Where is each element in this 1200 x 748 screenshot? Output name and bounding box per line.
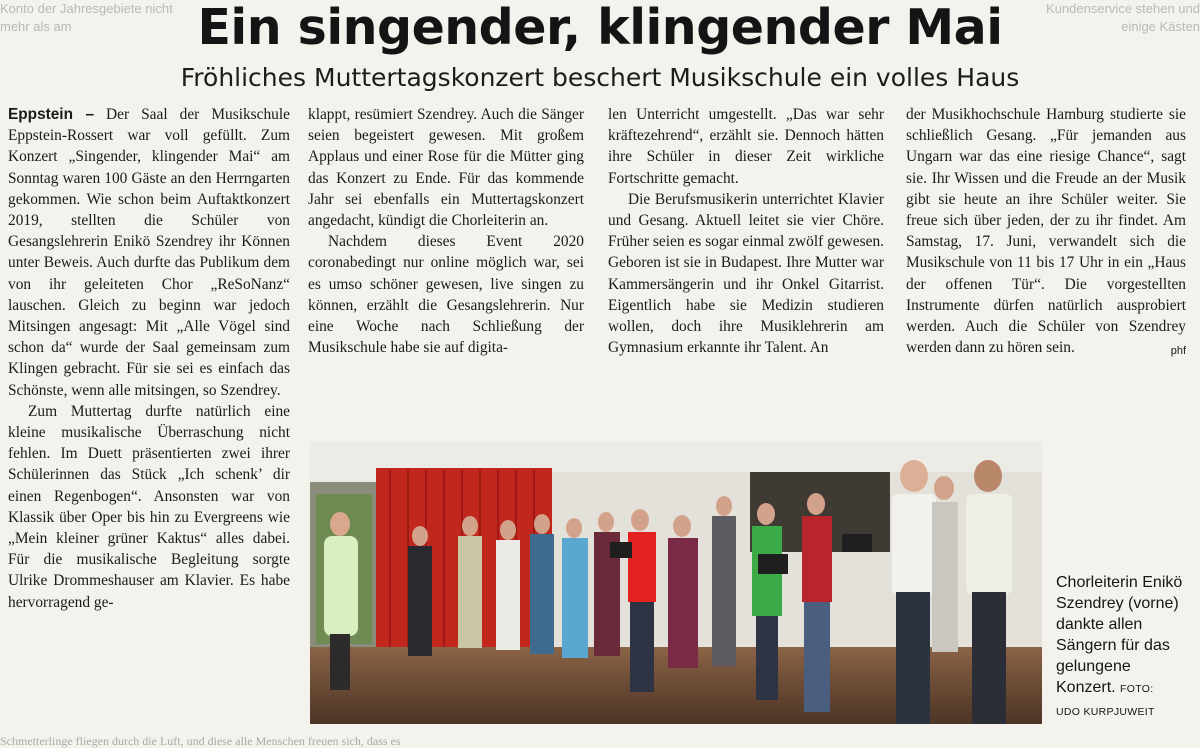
article-column-3 [608, 104, 884, 358]
paragraph: Die Berufsmusikerin unterrichtet Klavier und Gesang. Aktuell leitet sie vier Chöre. Früher seien es sogar einmal zwölf gewesen. Geboren ist sie in Budapest. Ihre Mutter war Kammersängerin und ihr Onkel Gitarrist. Eigentlich habe sie Medizin studieren wollen, doch ihre Musiklehrerin am Gymnasium erkannte ihr Talent. An [608, 190, 884, 357]
choir-photo-illustration [310, 442, 1042, 724]
article-column-1 [8, 104, 290, 613]
photo-credit-name: UDO KURPJUWEIT [1056, 706, 1155, 718]
paragraph: Zum Muttertag durfte natürlich eine kleine musikalische Überraschung nicht fehlen. Im Duett präsentierten zwei ihrer Schülerinnen das Stück „Ich schenk’ dir einen Regenbogen“. Ansonsten war von Klassik über Oper bis hin zu Evergreens wie „Mein kleiner grüner Kaktus“ alles dabei. Für die musikalische Begleitung sorgte Ulrike Drommeshauser am Klavier. Es habe hervorragend ge- [8, 402, 290, 611]
paragraph: Nachdem dieses Event 2020 coronabedingt nur online möglich war, sei es umso schöner gewesen, live singen zu können, erzählt die Gesangslehrerin. Nur eine Woche nach Schließung der Musikschule habe sie auf digita- [308, 233, 584, 357]
photo-credit-label: FOTO: [1120, 683, 1154, 695]
caption-text: Chorleiterin Enikö Szendrey (vorne) dankte allen Sängern für das gelungene Konzert. [1056, 574, 1183, 696]
subheadline: Fröhliches Muttertagskonzert beschert Musikschule ein volles Haus [180, 63, 1020, 92]
paragraph [906, 104, 1186, 358]
bleed-text-top-right: Kundenservice stehen und einige Kästen [1046, 1, 1200, 34]
bleed-text-top-left: Konto der Jahresgebiete nicht mehr als am [0, 1, 173, 34]
article-column-2 [308, 104, 584, 358]
article-column-4 [906, 104, 1186, 362]
dateline: Eppstein – [8, 106, 94, 123]
paragraph-text: der Musikhochschule Hamburg studierte sie schließlich Gesang. „Für jemanden aus Ungarn war das eine riesige Chance“, sagt sie. Ihr Wissen und die Freude an der Musik gibt sie heute an ihre Schüler weiter. Sie freue sich über jeden, der zu ihr findet. Am Samstag, 17. Juni, verwandelt sich die Musikschule von 11 bis 17 Uhr in ein „Haus der offenen Tür“. Die vorgestellten Instrumente dürfen natürlich ausprobiert werden. Auch die Schüler von Szendrey werden dann zu hören sein. [906, 106, 1186, 357]
paragraph-text: Der Saal der Musikschule Eppstein-Rossert war voll gefüllt. Zum Konzert „Singender, klingender Mai“ am Sonntag waren 100 Gäste an den Herrngarten gekommen. Wie schon beim Auftaktkonzert 2019, stellten die Schüler von Gesangslehrerin Enikö Szendrey ihr Können unter Beweis. Auch durfte das Publikum dem von ihr geleiteten Chor „ReSoNanz“ lauschen. Gleich zu beginn war jedoch Mitsingen angesagt: Mit „Alle Vögel sind schon da“ wurde der Saal gemeinsam zum Klingen gebracht. Für sie sei es einfach das Schönste, wenn alle mitsingen, so Szendrey. [8, 106, 290, 399]
bleed-text-bottom: Schmetterlinge fliegen durch die Luft, und diese alle Menschen freuen sich, dass es [0, 734, 401, 748]
author-signature: phf [1170, 345, 1186, 358]
headline: Ein singender, klingender Mai [197, 0, 1003, 56]
paragraph: klappt, resümiert Szendrey. Auch die Sänger seien begeistert gewesen. Mit großem Applaus und einer Rose für die Mütter ging das Konzert zu Ende. Für das kommende Jahr sei ebenfalls ein Muttertagskonzert angedacht, kündigt die Chorleiterin an. [308, 106, 584, 230]
paragraph: len Unterricht umgestellt. „Das war sehr kräftezehrend“, erzählt sie. Dennoch hätten ihre Schüler in dieser Zeit wirkliche Fortschritte gemacht. [608, 106, 884, 187]
photo-caption [1056, 572, 1192, 723]
paragraph [8, 104, 290, 401]
concert-photo [310, 442, 1042, 724]
